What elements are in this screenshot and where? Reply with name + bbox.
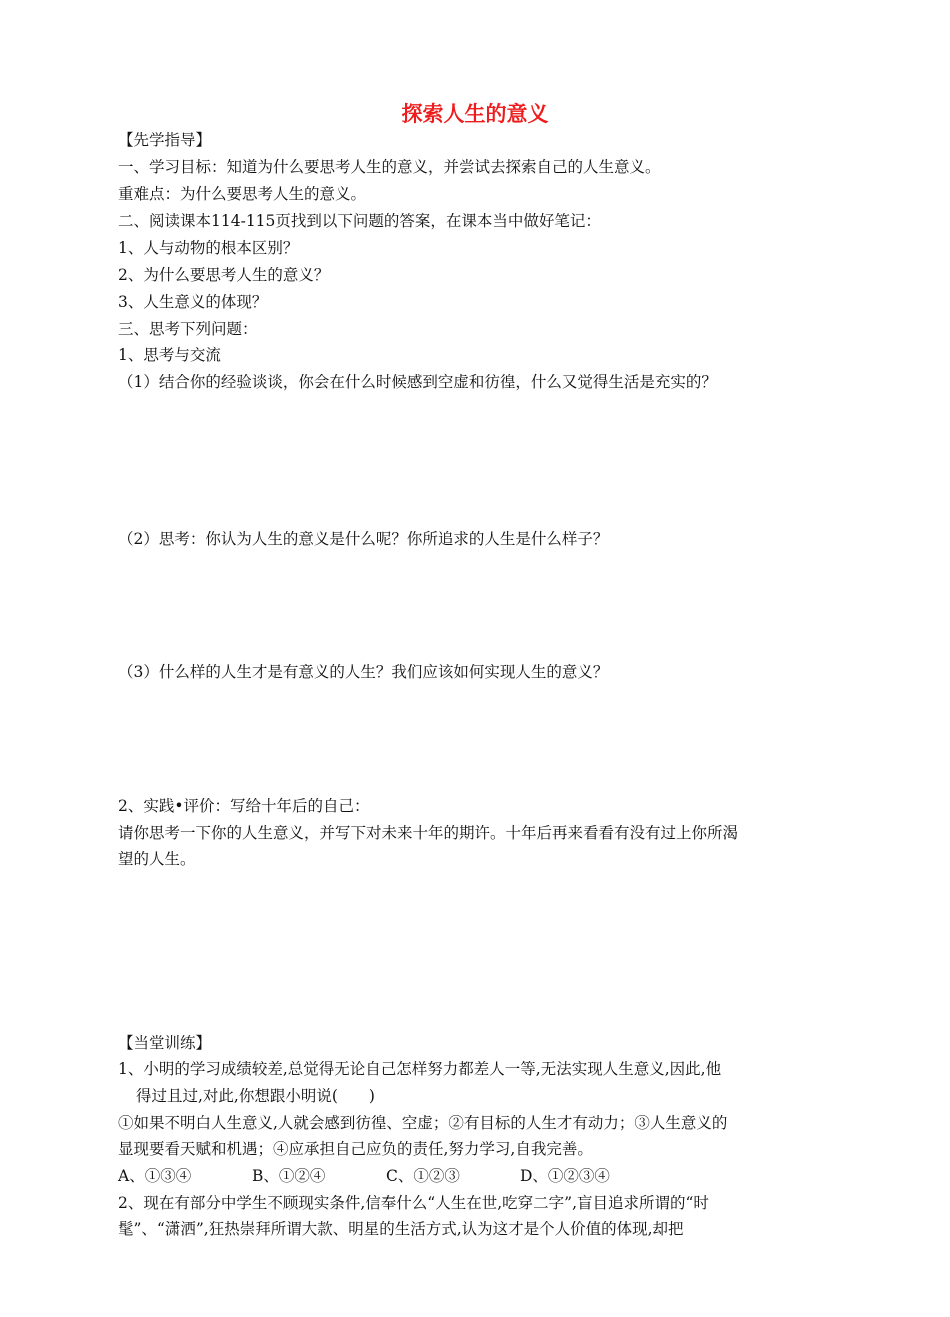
option-d: D、①②③④ <box>520 1167 610 1185</box>
option-b: B、①②④ <box>252 1167 326 1185</box>
exercise-1-statements-line-1: ①如果不明白人生意义,人就会感到彷徨、空虚；②有目标的人生才有动力；③人生意义的 <box>118 1114 728 1132</box>
exercise-2-line-1: 2、现在有部分中学生不顾现实条件,信奉什么“人生在世,吃穿二字”,盲目追求所谓的“时 <box>118 1194 709 1212</box>
option-c: C、①②③ <box>386 1167 460 1185</box>
section-heading-practice: 【当堂训练】 <box>118 1034 212 1052</box>
exercise-2-line-2: 髦”、“潇洒”,狂热崇拜所谓大款、明星的生活方式,认为这才是个人价值的体现,却把 <box>118 1220 684 1238</box>
learning-goal: 一、学习目标：知道为什么要思考人生的意义，并尝试去探索自己的人生意义。 <box>118 158 661 176</box>
page-title: 探索人生的意义 <box>401 102 549 126</box>
exercise-1-options <box>118 1163 838 1189</box>
think-heading: 三、思考下列问题： <box>118 320 258 338</box>
question-2: 2、为什么要思考人生的意义？ <box>118 266 330 284</box>
practice-heading: 2、实践•评价：写给十年后的自己： <box>118 797 370 815</box>
think-subheading: 1、思考与交流 <box>118 346 221 364</box>
question-1: 1、人与动物的根本区别？ <box>118 239 299 257</box>
think-question-3: （3）什么样的人生才是有意义的人生？我们应该如何实现人生的意义？ <box>118 663 609 681</box>
practice-text-line-1: 请你思考一下你的人生意义，并写下对未来十年的期许。十年后再来看看有没有过上你所渴 <box>118 824 739 842</box>
think-question-2: （2）思考：你认为人生的意义是什么呢？你所追求的人生是什么样子？ <box>118 530 609 548</box>
option-a: A、①③④ <box>118 1167 192 1185</box>
reading-task: 二、阅读课本114-115页找到以下问题的答案，在课本当中做好笔记： <box>118 212 601 230</box>
exercise-1-statements-line-2: 显现要看天赋和机遇；④应承担自己应负的责任,努力学习,自我完善。 <box>118 1140 593 1158</box>
exercise-1-line-1: 1、小明的学习成绩较差,总觉得无论自己怎样努力都差人一等,无法实现人生意义,因此,他 <box>118 1060 722 1078</box>
practice-text-line-2: 望的人生。 <box>118 850 196 868</box>
section-heading-guide: 【先学指导】 <box>118 131 212 149</box>
key-point: 重难点：为什么要思考人生的意义。 <box>118 185 367 203</box>
think-question-1: （1）结合你的经验谈谈，你会在什么时候感到空虚和彷徨，什么又觉得生活是充实的？ <box>118 373 717 391</box>
question-3: 3、人生意义的体现？ <box>118 293 268 311</box>
exercise-1-line-2: 得过且过,对此,你想跟小明说( ) <box>136 1087 375 1105</box>
